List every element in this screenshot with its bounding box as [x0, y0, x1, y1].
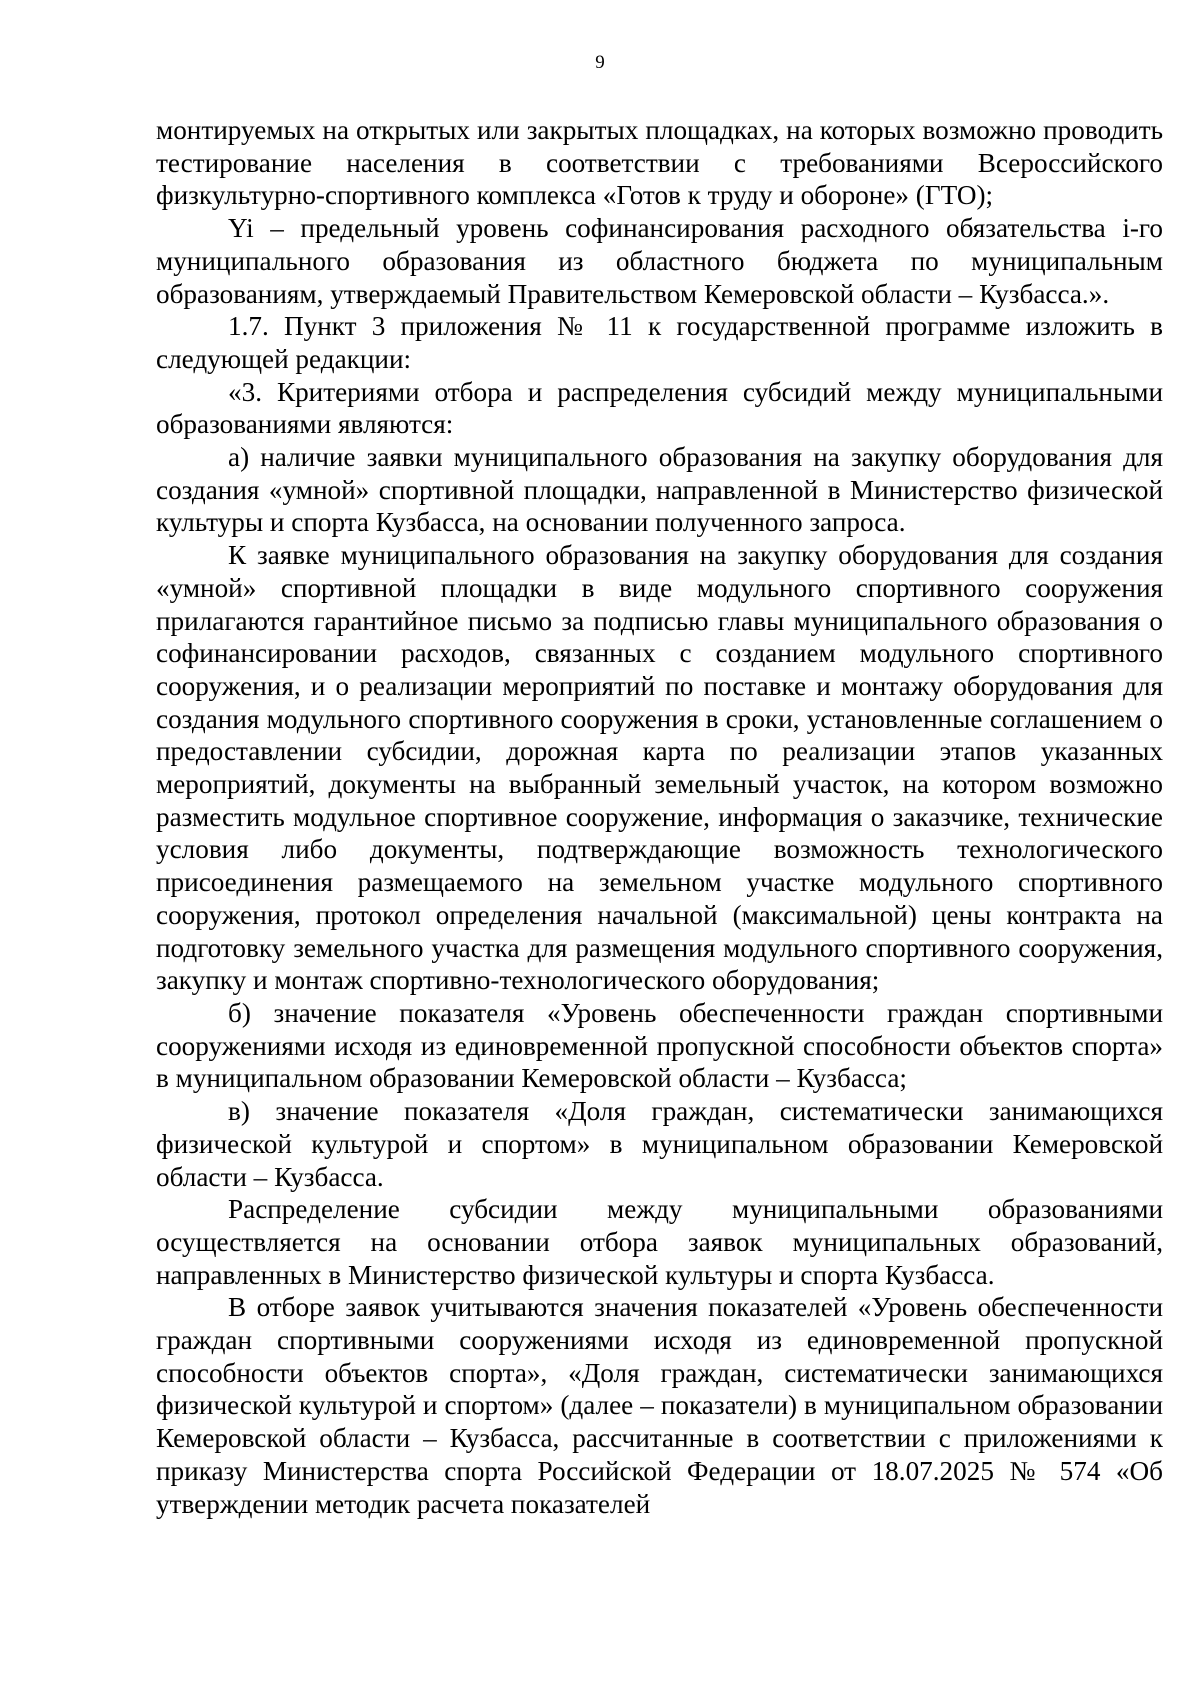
paragraph-application-documents: К заявке муниципального образования на закупку оборудования для создания «умной» спортивной площадки в виде модульного спортивного сооружения прилагаются гарантийное письмо за подписью главы муниципального образования о софинансировании расходов, связанных с созданием модульного спортивного сооружения, и о реализации мероприятий по поставке и монтажу оборудования для создания модульного спортивного сооружения в сроки, установленные соглашением о предоставлении субсидии, дорожная карта по реализации этапов указанных мероприятий, документы на выбранный земельный участок, на котором возможно разместить модульное спортивное сооружение, информация о заказчике, технические условия либо документы, подтверждающие возможность технологического присоединения размещаемого на земельном участке модульного спортивного сооружения, протокол определения начальной (максимальной) цены контракта на подготовку земельного участка для размещения модульного спортивного сооружения, закупку и монтаж спортивно-технологического оборудования; — [156, 540, 1163, 996]
paragraph-subsidy-distribution: Распределение субсидии между муниципальными образованиями осуществляется на основании отбора заявок муниципальных образований, направленных в Министерство физической культуры и спорта Кузбасса. — [156, 1194, 1163, 1290]
paragraph-criterion-b: б) значение показателя «Уровень обеспеченности граждан спортивными сооружениями исходя из единовременной пропускной способности объектов спорта» в муниципальном образовании Кемеровской области – Кузбасса; — [156, 997, 1163, 1094]
paragraph-item-1-7: 1.7. Пункт 3 приложения № 11 к государственной программе изложить в следующей редакции: — [156, 311, 1163, 374]
paragraph-criterion-c: в) значение показателя «Доля граждан, систематически занимающихся физической культурой и спортом» в муниципальном образовании Кемеровской области – Кузбасса. — [156, 1096, 1163, 1192]
paragraph-continuation-gto: монтируемых на открытых или закрытых площадках, на которых возможно проводить тестирование населения в соответствии с требованиями Всероссийского физкультурно-спортивного комплекса «Готов к труду и обороне» (ГТО); — [156, 115, 1163, 211]
paragraph-criteria-intro: «3. Критериями отбора и распределения субсидий между муниципальными образованиями являются: — [156, 376, 1163, 440]
paragraph-yi-definition: Yi – предельный уровень софинансирования расходного обязательства i-го муниципального образования из областного бюджета по муниципальным образованиям, утверждаемый Правительством Кемеровской области – Кузбасса.». — [156, 213, 1163, 309]
paragraph-criterion-a: а) наличие заявки муниципального образования на закупку оборудования для создания «умной» спортивной площадки, направленной в Министерство физической культуры и спорта Кузбасса, на основании полученного запроса. — [156, 442, 1163, 538]
document-body — [156, 114, 1163, 1520]
page-number: 9 — [595, 52, 605, 73]
paragraph-selection-indicators: В отборе заявок учитываются значения показателей «Уровень обеспеченности граждан спортивными сооружениями исходя из единовременной пропускной способности объектов спорта», «Доля граждан, систематически занимающихся физической культурой и спортом» (далее – показатели) в муниципальном образовании Кемеровской области – Кузбасса, рассчитанные в соответствии с приложениями к приказу Министерства спорта Российской Федерации от 18.07.2025 № 574 «Об утверждении методик расчета показателей — [156, 1292, 1163, 1519]
